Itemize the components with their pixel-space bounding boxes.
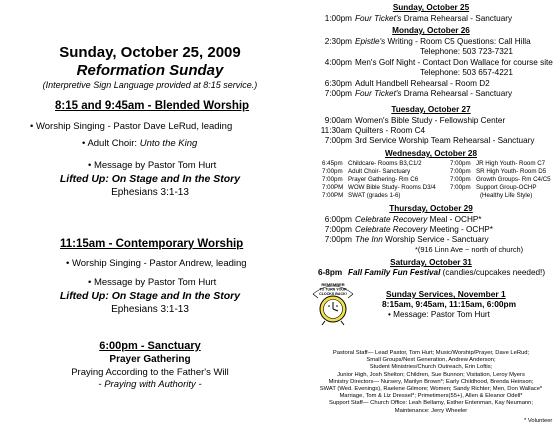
event-desc: WOW Bible Study- Rooms D3/4 bbox=[348, 184, 436, 191]
event-desc: JR High Youth- Room C7 bbox=[476, 160, 546, 167]
staff-line-4: Junior High, Josh Shelton; Children, Sue Bunnon; Visitation, Leroy Myers bbox=[337, 371, 525, 378]
event-desc: Four Ticket's Drama Rehearsal - Sanctuary bbox=[355, 14, 513, 23]
event-time: 1:00pm bbox=[324, 14, 352, 23]
logo-text-2: TO TURN YOUR bbox=[319, 287, 347, 292]
event-time: 7:00pm bbox=[450, 160, 471, 167]
staff-line-3: Student Ministries/Church Outreach, Erin Loftis; bbox=[369, 364, 493, 371]
scripture-1: Ephesians 3:1-13 bbox=[111, 187, 189, 198]
day-heading-sun25: Sunday, October 25 bbox=[392, 3, 470, 12]
sign-language-note: (Interpretive Sign Language provided at 8:15 service.) bbox=[42, 80, 258, 90]
prayer-line-1: Praying According to the Father's Will bbox=[71, 367, 229, 378]
sunday-title: Reformation Sunday bbox=[76, 62, 224, 79]
logo-text-1: REMEMBER bbox=[321, 282, 345, 287]
blended-worship-heading: 8:15 and 9:45am - Blended Worship bbox=[55, 100, 250, 112]
event-time: 4:00pm bbox=[324, 58, 352, 67]
staff-line-7: Marriage, Tom & Liz Dressel*; Primetimers(55+), Allen & Eleanor Odell* bbox=[339, 393, 523, 400]
staff-listing bbox=[302, 350, 560, 415]
message-title-1: Lifted Up: On Stage and In the Story bbox=[59, 173, 241, 185]
day-heading-mon26: Monday, October 26 bbox=[392, 26, 470, 35]
event-desc: Growth Groups- Rm C4/C5 bbox=[476, 176, 551, 183]
staff-line-8: Support Staff— Church Office: Leah Bellamy, Esther Entenman, Kay Neumann; bbox=[329, 400, 533, 407]
worship-singing-1: • Worship Singing - Pastor Dave LeRud, leading bbox=[30, 121, 233, 132]
clock-reminder-graphic bbox=[310, 276, 356, 326]
worship-singing-2: • Worship Singing - Pastor Andrew, leading bbox=[66, 258, 247, 269]
event-desc: 3rd Service Worship Team Rehearsal - Sanctuary bbox=[355, 136, 535, 145]
staff-line-2: Small Groups/Next Generation, Andrew Anderson; bbox=[366, 357, 496, 364]
event-time: 9:00am bbox=[324, 116, 352, 125]
event-time: 7:00pm bbox=[324, 136, 352, 145]
event-desc: Telephone: 503 657-4221 bbox=[420, 68, 513, 77]
event-desc: (Healthy Life Style) bbox=[480, 192, 533, 199]
logo-text-3: CLOCKS BACK! bbox=[319, 292, 347, 296]
event-desc: SR High Youth- Room D5 bbox=[476, 168, 547, 175]
event-time: 7:00pm bbox=[322, 168, 343, 175]
volunteer-note: * Volunteer bbox=[524, 418, 553, 424]
clock-icon bbox=[310, 276, 356, 326]
event-time: 11:30am bbox=[320, 126, 352, 135]
event-time: 6:00pm bbox=[324, 215, 352, 224]
event-desc: Four Ticket's Drama Rehearsal - Sanctuary bbox=[355, 89, 513, 98]
event-desc: SWAT (grades 1-6) bbox=[348, 192, 401, 199]
event-desc: Men's Golf Night - Contact Don Wallace for course site bbox=[355, 58, 553, 67]
thursday-location-note: *(916 Linn Ave ~ north of church) bbox=[415, 245, 524, 254]
message-bullet-2: • Message by Pastor Tom Hurt bbox=[88, 277, 217, 288]
event-desc: Telephone: 503 723-7321 bbox=[420, 47, 513, 56]
scripture-2: Ephesians 3:1-13 bbox=[111, 304, 189, 315]
prayer-gathering: Prayer Gathering bbox=[109, 354, 191, 365]
event-desc: The Inn Worship Service - Sanctuary bbox=[355, 235, 489, 244]
next-week-heading: Sunday Services, November 1 bbox=[386, 289, 506, 299]
staff-line-6: SWAT (Wed. Evenings), Raelene Gilmore; Women; Sandy Richter; Men, Don Wallace* bbox=[319, 386, 543, 393]
event-time: 6:45pm bbox=[322, 160, 343, 167]
event-time: 7:00pm bbox=[450, 184, 471, 191]
event-desc: Celebrate Recovery Meeting - OCHP* bbox=[355, 225, 493, 234]
event-desc: Epistle's Writing - Room C5 Questions: Call Hilla bbox=[355, 37, 531, 46]
day-heading-wed28: Wednesday, October 28 bbox=[384, 149, 478, 158]
adult-choir: • Adult Choir: Unto the King bbox=[82, 138, 198, 149]
day-heading-sat31: Saturday, October 31 bbox=[390, 258, 472, 267]
event-time: 7:00pm bbox=[450, 168, 471, 175]
event-time: 6:30pm bbox=[324, 79, 352, 88]
next-week-message: • Message: Pastor Tom Hurt bbox=[388, 310, 490, 319]
event-time: 7:00pm bbox=[450, 176, 471, 183]
event-time: 7:00pm bbox=[324, 235, 352, 244]
event-desc: Celebrate Recovery Meal - OCHP* bbox=[355, 215, 482, 224]
staff-line-1: Pastoral Staff— Lead Pastor, Tom Hurt; Music/Worship/Prayer, Dave LeRud; bbox=[332, 350, 530, 356]
day-heading-thu29: Thursday, October 29 bbox=[389, 204, 473, 213]
event-time: 7:00PM bbox=[322, 184, 344, 191]
service-date: Sunday, October 25, 2009 bbox=[59, 44, 241, 61]
prayer-line-2: - Praying with Authority - bbox=[98, 379, 202, 390]
event-desc: Prayer Gathering- Rm C6 bbox=[348, 176, 419, 183]
message-bullet-1: • Message by Pastor Tom Hurt bbox=[88, 160, 217, 171]
day-heading-tue27: Tuesday, October 27 bbox=[391, 105, 471, 114]
staff-line-9: Maintenance: Jerry Wheeler bbox=[394, 407, 468, 414]
event-desc: Quilters - Room C4 bbox=[355, 126, 426, 135]
event-time: 7:00pm bbox=[322, 176, 343, 183]
event-time: 7:00pm bbox=[324, 225, 352, 234]
evening-service-heading: 6:00pm - Sanctuary bbox=[99, 340, 201, 352]
event-desc: Women's Bible Study - Fellowship Center bbox=[355, 116, 506, 125]
event-time: 7:00pm bbox=[324, 89, 352, 98]
next-week-times: 8:15am, 9:45am, 11:15am, 6:00pm bbox=[382, 299, 517, 309]
event-desc: Adult Choir- Sanctuary bbox=[348, 168, 411, 175]
event-desc: Childcare- Rooms B3,C1/2 bbox=[348, 160, 422, 167]
staff-line-5: Ministry Directors— Nursery, Marilyn Brown*; Early Childhood, Brenda Heinson; bbox=[328, 378, 534, 385]
event-time: 2:30pm bbox=[324, 37, 352, 46]
event-time: 7:00PM bbox=[322, 192, 344, 199]
right-column bbox=[302, 0, 560, 433]
event-desc: Support Group-OCHP bbox=[476, 184, 537, 191]
contemporary-worship-heading: 11:15am - Contemporary Worship bbox=[60, 238, 244, 250]
event-time: 6-8pm bbox=[318, 268, 343, 277]
event-desc: Fall Family Fun Festival (candies/cupcakes needed!) bbox=[348, 268, 546, 277]
message-title-2: Lifted Up: On Stage and In the Story bbox=[59, 290, 241, 302]
event-desc: Adult Handbell Rehearsal - Room D2 bbox=[355, 79, 490, 88]
